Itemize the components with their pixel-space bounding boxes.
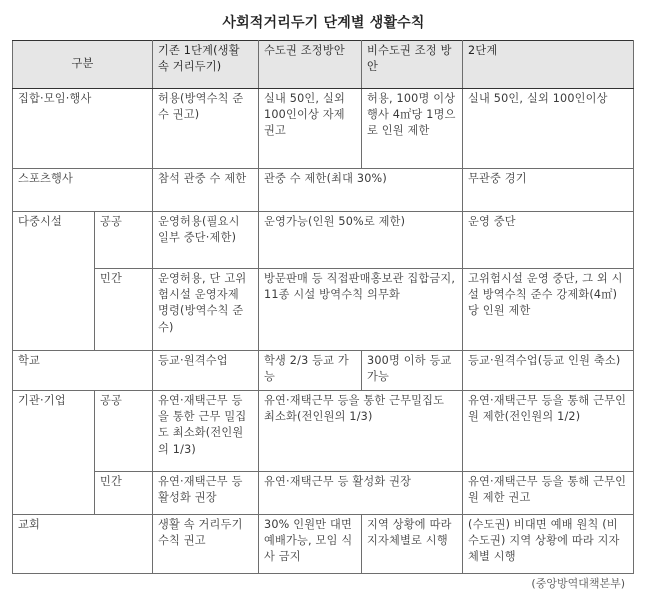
header-phase2: 2단계 — [463, 41, 634, 89]
cell: 생활 속 거리두기 수칙 권고 — [153, 515, 259, 574]
cell: 학생 2/3 등교 가능 — [259, 351, 362, 391]
sub-label-public: 공공 — [95, 212, 153, 269]
table-row — [13, 515, 634, 574]
header-noncapital: 비수도권 조정 방안 — [362, 41, 463, 89]
cell: 실내 50인, 실외 100인이상 자제 권고 — [259, 89, 362, 169]
row-label-church: 교회 — [13, 515, 153, 574]
cell: 운영가능(인원 50%로 제한) — [259, 212, 463, 269]
header-category: 구분 — [13, 41, 153, 89]
header-row — [13, 41, 634, 89]
cell: 유연·재택근무 등을 통해 근무인원 제한(전인원의 1/2) — [463, 391, 634, 472]
cell: 운영허용(필요시 일부 중단·제한) — [153, 212, 259, 269]
cell: 유연·재택근무 등을 통해 근무인원 제한 권고 — [463, 472, 634, 515]
cell: 무관중 경기 — [463, 169, 634, 212]
row-label-institution: 기관·기업 — [13, 391, 95, 515]
cell: 고위험시설 운영 중단, 그 외 시설 방역수칙 준수 강제화(4㎡)당 인원 제한 — [463, 269, 634, 351]
source-note: (중앙방역대책본부) — [531, 577, 625, 590]
header-capital: 수도권 조정방안 — [259, 41, 362, 89]
cell: 운영 중단 — [463, 212, 634, 269]
cell: 지역 상황에 따라 지자체별로 시행 — [362, 515, 463, 574]
cell: 참석 관중 수 제한 — [153, 169, 259, 212]
cell: 관중 수 제한(최대 30%) — [259, 169, 463, 212]
cell: 등교·원격수업 — [153, 351, 259, 391]
header-phase1: 기존 1단계(생활 속 거리두기) — [153, 41, 259, 89]
cell: (수도권) 비대면 예배 원칙 (비수도권) 지역 상황에 따라 지자체별 시행 — [463, 515, 634, 574]
row-label-school: 학교 — [13, 351, 153, 391]
guideline-table — [12, 40, 634, 574]
sub-label-private: 민간 — [95, 472, 153, 515]
cell: 유연·재택근무 등을 통한 근무 밀집도 최소화(전인원의 1/3) — [153, 391, 259, 472]
cell: 허용(방역수칙 준수 권고) — [153, 89, 259, 169]
cell: 30% 인원만 대면 예배가능, 모임 식사 금지 — [259, 515, 362, 574]
row-label-multiuse: 다중시설 — [13, 212, 95, 351]
sub-label-public: 공공 — [95, 391, 153, 472]
cell: 유연·재택근무 등 활성화 권장 — [259, 472, 463, 515]
cell: 유연·재택근무 등을 통한 근무밀집도 최소화(전인원의 1/3) — [259, 391, 463, 472]
table-row — [13, 269, 634, 351]
table-row — [13, 89, 634, 169]
sub-label-private: 민간 — [95, 269, 153, 351]
cell: 실내 50인, 실외 100인이상 — [463, 89, 634, 169]
cell: 방문판매 등 직접판매홍보관 집합금지, 11종 시설 방역수칙 의무화 — [259, 269, 463, 351]
row-label-sports: 스포츠행사 — [13, 169, 153, 212]
table-row — [13, 212, 634, 269]
cell: 유연·재택근무 등 활성화 권장 — [153, 472, 259, 515]
table-row — [13, 472, 634, 515]
table-title: 사회적거리두기 단계별 생활수칙 — [222, 15, 425, 31]
table-row — [13, 391, 634, 472]
cell: 운영허용, 단 고위험시설 운영자제 명령(방역수칙 준수) — [153, 269, 259, 351]
cell: 허용, 100명 이상 행사 4㎡당 1명으로 인원 제한 — [362, 89, 463, 169]
table-row — [13, 169, 634, 212]
row-label-gathering: 집합·모임·행사 — [13, 89, 153, 169]
cell: 등교·원격수업(등교 인원 축소) — [463, 351, 634, 391]
table-row — [13, 351, 634, 391]
cell: 300명 이하 등교가능 — [362, 351, 463, 391]
